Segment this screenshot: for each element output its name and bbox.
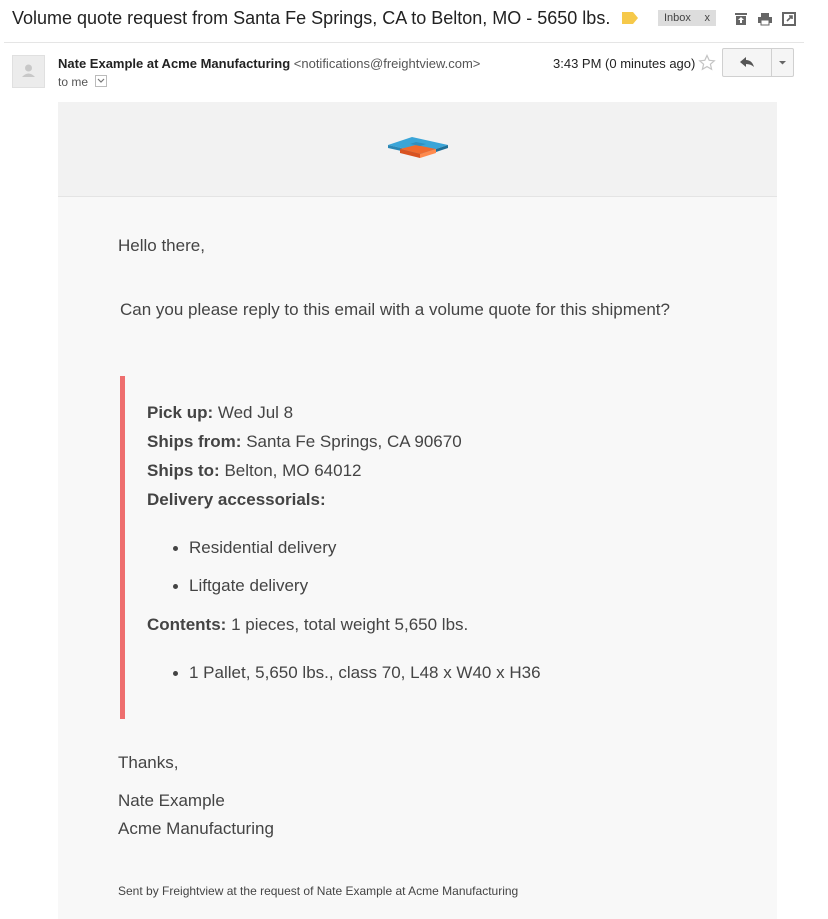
reply-button-group: [722, 48, 794, 77]
contents-label: Contents:: [147, 615, 227, 634]
inbox-label-chip[interactable]: [658, 10, 716, 26]
subject-bar: [12, 6, 828, 36]
ships-to-label: Ships to:: [147, 461, 220, 480]
chevron-down-icon: [97, 78, 105, 84]
ships-from-line: [147, 432, 462, 452]
signature-name: Nate Example: [118, 791, 225, 810]
accessorials-label: Delivery accessorials:: [147, 490, 326, 509]
greeting: Hello there,: [118, 236, 205, 255]
bullet-icon: [173, 584, 178, 589]
reply-button[interactable]: [723, 49, 771, 76]
sender-line: [58, 56, 480, 71]
shipment-quote-accent-bar: [120, 376, 125, 719]
bullet-icon: [173, 671, 178, 676]
bullet-icon: [173, 546, 178, 551]
list-item: 1 Pallet, 5,650 lbs., class 70, L48 x W40 x H36: [189, 663, 541, 682]
sender-name[interactable]: Nate Example at Acme Manufacturing: [58, 56, 291, 71]
show-details-button[interactable]: [95, 75, 107, 87]
pickup-value: Wed Jul 8: [217, 403, 294, 422]
person-icon: [13, 56, 44, 87]
label-tag-icon[interactable]: [622, 12, 638, 24]
thanks-text: Thanks,: [118, 753, 179, 772]
list-item: Liftgate delivery: [189, 576, 309, 595]
footer-note: Sent by Freightview at the request of Nate Example at Acme Manufacturing: [118, 884, 519, 898]
recipient-line: [58, 75, 107, 89]
more-actions-button[interactable]: [772, 49, 793, 76]
list-item: Residential delivery: [189, 538, 337, 557]
reply-icon: [723, 49, 771, 76]
signature-company: Acme Manufacturing: [118, 819, 274, 838]
recipient-text: to me: [58, 75, 89, 89]
sender-avatar: [12, 55, 45, 88]
message-time: 3:43 PM (0 minutes ago): [553, 56, 696, 71]
contents-value: 1 pieces, total weight 5,650 lbs.: [231, 615, 469, 634]
inbox-label-text: Inbox: [664, 12, 691, 24]
ships-from-value: Santa Fe Springs, CA 90670: [246, 432, 462, 451]
contents-line: [147, 615, 468, 635]
email-subject: Volume quote request from Santa Fe Springs, CA to Belton, MO - 5650 lbs.: [12, 8, 611, 28]
archive-icon[interactable]: [734, 12, 748, 26]
print-icon[interactable]: [758, 12, 772, 26]
remove-label-button[interactable]: x: [704, 12, 710, 24]
email-brand-header: [58, 102, 777, 197]
ships-from-label: Ships from:: [147, 432, 242, 451]
request-text: Can you please reply to this email with a volume quote for this shipment?: [120, 300, 670, 319]
ships-to-line: [147, 461, 361, 481]
freightview-logo: [386, 131, 450, 163]
header-divider: [4, 42, 804, 43]
star-icon[interactable]: [698, 54, 716, 72]
sender-email: <notifications@freightview.com>: [293, 56, 481, 71]
pickup-label: Pick up:: [147, 403, 214, 422]
ships-to-value: Belton, MO 64012: [224, 461, 362, 480]
pickup-line: [147, 403, 293, 423]
new-window-icon[interactable]: [782, 12, 796, 26]
email-body: [58, 102, 777, 919]
chevron-down-icon: [772, 49, 793, 76]
